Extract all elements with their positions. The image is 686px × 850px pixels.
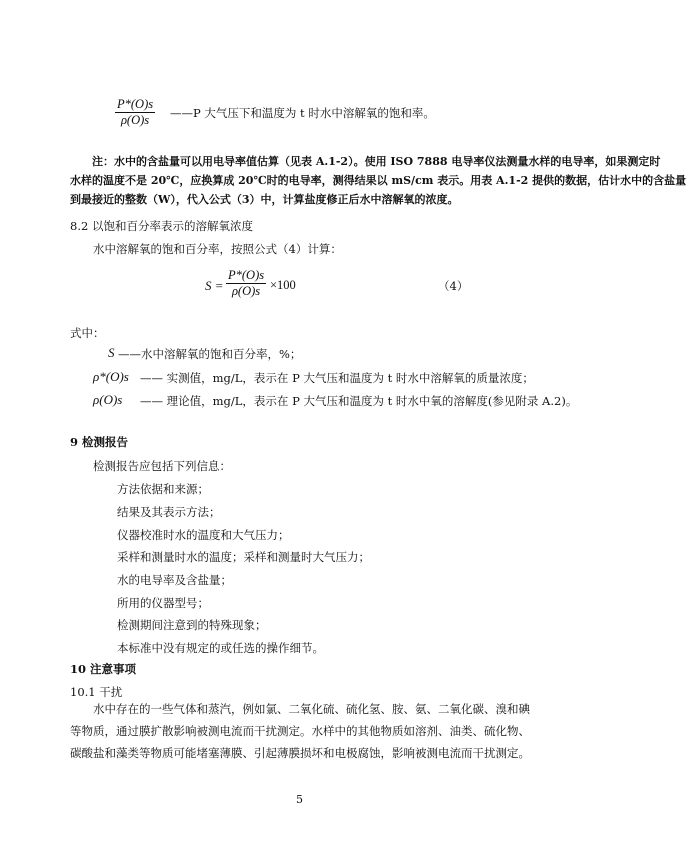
section-10-1-paragraph: 水中存在的一些气体和蒸汽，例如氯、二氧化硫、硫化氢、胺、氨、二氧化碳、溴和碘等物质，通过膜扩散影响被测电流而干扰测定。水样中的其他物质如溶剂、油类、硫化物、碳酸盐和藻类等物质可能堵塞薄膜、引起薄膜损坏和电极腐蚀，影响被测电流而干扰测定。	[70, 702, 530, 760]
eq4-lhs: S =	[205, 278, 224, 293]
report-item: 仪器校准时水的温度和大气压力；	[117, 528, 290, 542]
eq4-rhs: ×100	[270, 278, 296, 292]
report-item: 所用的仪器型号；	[117, 596, 209, 610]
def-symbol-s: S	[108, 345, 115, 360]
eq4-number: （4）	[438, 279, 469, 293]
page-number: 5	[296, 793, 303, 806]
eq4-denominator: ρ(O)s	[231, 284, 261, 298]
eq4-numerator: P*(O)s	[228, 268, 265, 282]
section-9-intro: 检测报告应包括下列信息：	[93, 459, 231, 473]
note-line-2: 水样的温度不是 20℃，应换算成 20℃时的电导率，测得结果以 mS/cm 表示。用表 A.1-2 提供的数据，估计水中的含盐量	[70, 174, 686, 187]
report-item: 结果及其表示方法；	[117, 505, 221, 519]
note-line-3: 到最接近的整数（W），代入公式（3）中，计算盐度修正后水中溶解氧的浓度。	[70, 193, 459, 206]
report-item: 水的电导率及含盐量；	[117, 573, 232, 587]
eq4-fraction	[226, 268, 266, 299]
report-item: 方法依据和来源；	[117, 482, 209, 496]
note-line-1: 注：水中的含盐量可以用电导率值估算（见表 A.1-2）。使用 ISO 7888 电导率仪法测量水样的电导率，如果测定时	[92, 155, 661, 168]
eq3-definition-text: ——P 大气压下和温度为 t 时水中溶解氧的饱和率。	[170, 106, 435, 120]
section-8-2-heading: 8.2 以饱和百分率表示的溶解氧浓度	[70, 219, 253, 233]
eq3-numerator: P*(O)s	[117, 97, 154, 111]
def-symbol-rho: ρ(O)s	[93, 392, 123, 407]
where-label: 式中：	[70, 326, 105, 340]
report-item: 本标准中没有规定的或任选的操作细节。	[117, 641, 324, 655]
section-8-2-intro: 水中溶解氧的饱和百分率，按照公式（4）计算：	[93, 242, 342, 256]
def-symbol-rho-star: ρ*(O)s	[93, 369, 129, 384]
def-text-s: ——水中溶解氧的饱和百分率，%；	[118, 347, 302, 361]
def-text-rho-star: —— 实测值，mg/L，表示在 P 大气压和温度为 t 时水中溶解氧的质量浓度；	[140, 371, 534, 385]
section-10-1-heading: 10.1 干扰	[70, 685, 123, 699]
section-9-heading: 9 检测报告	[70, 435, 129, 449]
report-item: 检测期间注意到的特殊现象；	[117, 618, 267, 632]
section-10-heading: 10 注意事项	[70, 662, 137, 676]
report-item: 采样和测量时水的温度；采样和测量时大气压力；	[117, 550, 370, 564]
def-text-rho: —— 理论值，mg/L，表示在 P 大气压和温度为 t 时水中氧的溶解度(参见附录 A.2)。	[140, 394, 578, 408]
eq3-fraction	[115, 97, 155, 128]
eq3-denominator: ρ(O)s	[120, 113, 150, 127]
